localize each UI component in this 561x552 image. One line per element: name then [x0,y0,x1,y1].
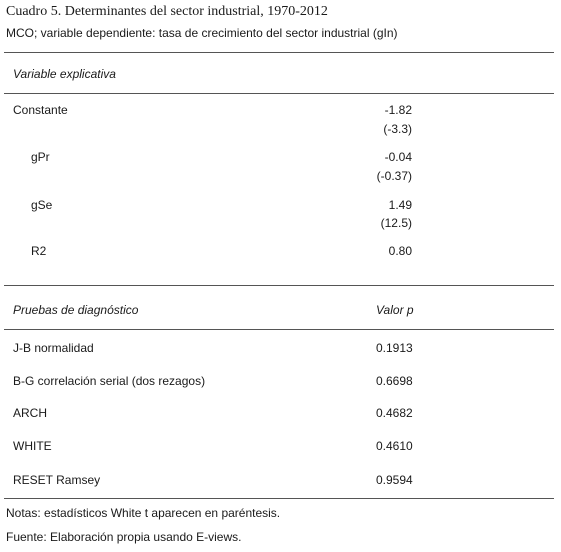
diag-value-white: 0.4610 [376,439,413,453]
row-label-r2: R2 [31,244,47,258]
coef-constante: -1.82 [384,103,412,117]
coef-gse: 1.49 [388,198,412,212]
diagnostic-header-rule [4,329,554,330]
diagnostic-header: Pruebas de diagnóstico [13,303,139,317]
table-subtitle: MCO; variable dependiente: tasa de crecimiento del sector industrial (gIn) [6,26,398,40]
diag-value-arch: 0.4682 [376,406,413,420]
diag-value-bg: 0.6698 [376,374,413,388]
diag-label-bg: B-G correlación serial (dos rezagos) [13,374,206,388]
tstat-constante: (-3.3) [383,122,412,136]
diag-label-white: WHITE [13,439,52,453]
pvalue-header: Valor p [376,303,414,317]
tstat-gse: (12.5) [380,216,412,230]
tstat-gpr: (-0.37) [376,169,412,183]
variable-header: Variable explicativa [13,67,116,81]
diag-label-jb: J-B normalidad [13,341,94,355]
table-notes: Notas: estadísticos White t aparecen en paréntesis. [6,506,281,520]
row-label-gpr: gPr [31,150,50,164]
coef-gpr: -0.04 [384,150,412,164]
diag-value-reset: 0.9594 [376,473,413,487]
top-rule [4,52,554,53]
bottom-rule [4,498,554,499]
coef-r2: 0.80 [388,244,412,258]
table-source: Fuente: Elaboración propia usando E-views. [6,530,242,544]
row-label-constante: Constante [13,103,68,117]
row-label-gse: gSe [31,198,53,212]
section-rule [4,285,554,286]
diag-label-arch: ARCH [13,406,48,420]
header-rule [4,93,554,94]
diag-value-jb: 0.1913 [376,341,413,355]
diag-label-reset: RESET Ramsey [13,473,101,487]
table-title: Cuadro 5. Determinantes del sector industrial, 1970-2012 [6,4,328,19]
